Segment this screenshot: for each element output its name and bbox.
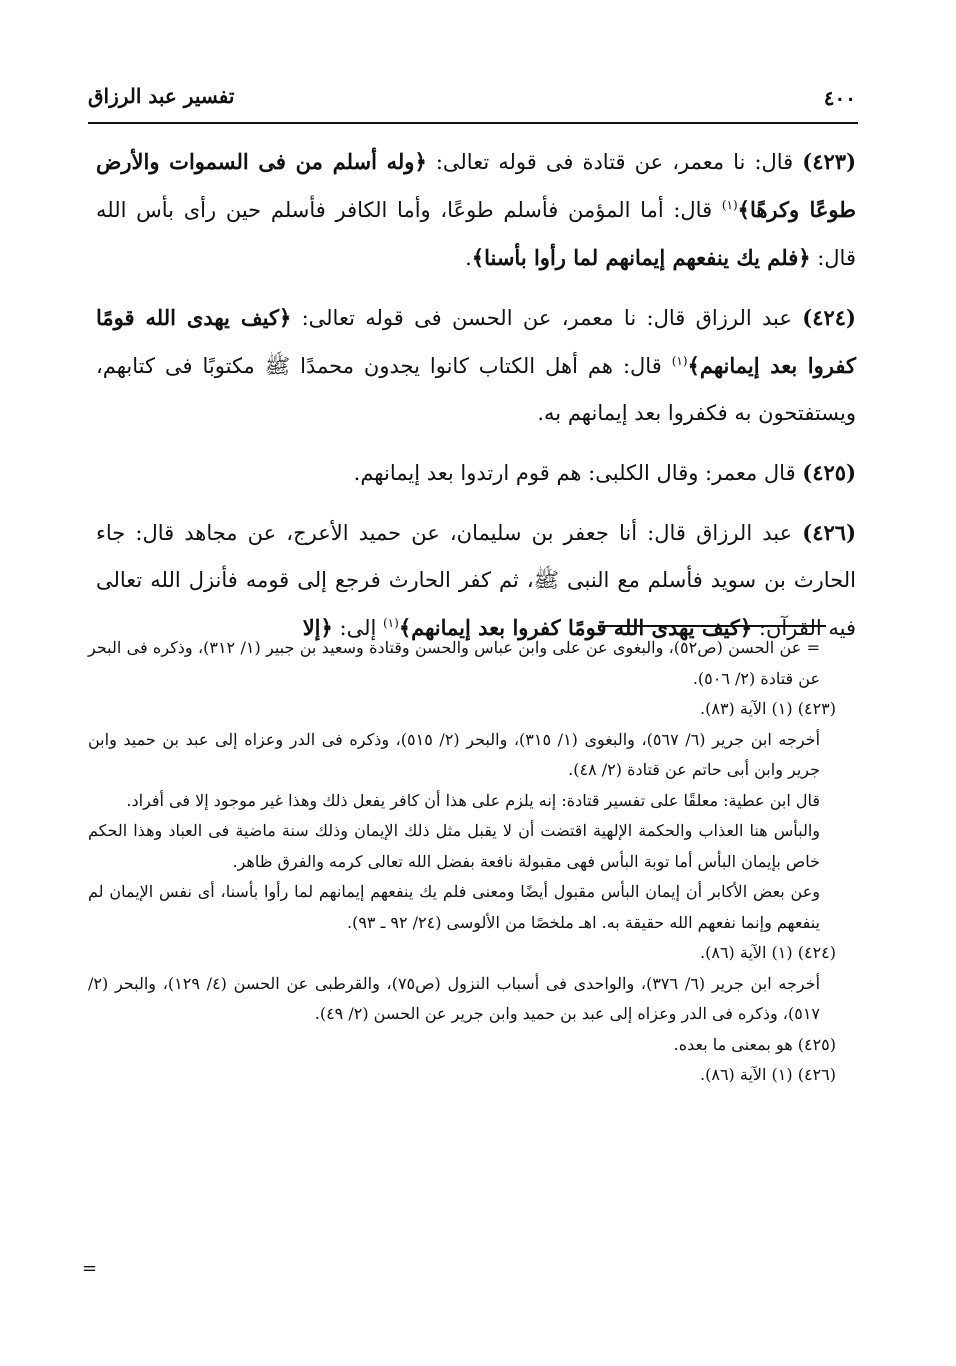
quran-quote: ﴿فلم يك ينفعهم إيمانهم لما رأوا بأسنا﴾: [471, 245, 811, 270]
entry-text: عبد الرزاق قال: أنا جعفر بن سليمان، عن حميد الأعرج، عن مجاهد قال: جاء الحارث بن سويد فأسلم مع النبى ﷺ، ثم كفر الحارث فرجع إلى قومه فأنزل الله تعالى فيه القرآن:: [96, 521, 856, 640]
entry-number: (٤٢٥): [802, 460, 856, 485]
quran-quote: ﴿كيف يهدى الله قومًا كفروا بعد إيمانهم﴾: [398, 615, 753, 640]
footnote-ref: (١): [382, 616, 399, 630]
entry-number: (٤٢٦): [802, 520, 856, 545]
running-title: تفسير عبد الرزاق: [88, 84, 235, 108]
continuation-mark: =: [82, 1258, 98, 1279]
entry-text: إلى:: [332, 616, 383, 640]
footnote-text: أخرجه ابن جرير (٦/ ٣٧٦)، والواحدى فى أسباب النزول (ص٧٥)، والقرطبى عن الحسن (٤/ ١٢٩)، والبحر (٢/ ٥١٧)، وذكره فى الدر وعزاه إلى عبد بن حميد وابن جرير عن الحسن (٢/ ٤٩).: [88, 973, 821, 1023]
quran-quote: ﴿وله أسلم من فى السموات والأرض طوعًا وكرهًا﴾: [96, 149, 856, 222]
entry-423: [96, 138, 856, 282]
footnote-separator: [598, 625, 826, 627]
header-rule: [88, 122, 858, 124]
main-text: [96, 138, 856, 664]
entry-424: [96, 294, 856, 437]
entry-number: (٤٢٣): [802, 149, 856, 174]
entry-text: قال معمر: وقال الكلبى: هم قوم ارتدوا بعد إيمانهم.: [353, 461, 803, 485]
entry-text: عبد الرزاق قال: نا معمر، عن الحسن فى قوله تعالى:: [291, 306, 803, 330]
footnote-heading: (٤٢٦) (١) الآية (٨٦).: [700, 1065, 836, 1084]
footnote-heading: (٤٢٣) (١) الآية (٨٣).: [700, 699, 836, 718]
footnote-heading: (٤٢٥) هو بمعنى ما بعده.: [673, 1034, 836, 1054]
page-number: ٤٠٠: [823, 86, 856, 110]
quran-quote: ﴿كيف يهدى الله قومًا كفروا بعد إيمانهم﴾: [96, 305, 856, 378]
footnote-ref: (١): [671, 354, 688, 368]
footnote-text: أخرجه ابن جرير (٦/ ٥٦٧)، والبغوى (١/ ٣١٥)، والبحر (٢/ ٥١٥)، وذكره فى الدر وعزاه إلى عبد بن حميد وابن جرير وابن أبى حاتم عن قتادة (٢/ ٤٨).: [88, 729, 821, 779]
footnote-text: قال ابن عطية: معلقًا على تفسير قتادة: إنه يلزم على هذا أن كافر يفعل ذلك وهذا غير موجود إلا فى أفراد.: [126, 790, 820, 810]
entry-426: [96, 509, 856, 652]
entry-425: [96, 449, 856, 497]
footnotes: [88, 633, 836, 1091]
footnote-ref: (١): [721, 198, 738, 212]
entry-text: قال: نا معمر، عن قتادة فى قوله تعالى:: [426, 150, 803, 174]
page-header: [88, 78, 856, 118]
footnote-text: والبأس هنا العذاب والحكمة الإلهية اقتضت أن لا يقبل مثل ذلك الإيمان وذلك سنة ماضية فى العباد وهذا الحكم خاص بإيمان البأس أما توبة البأس فهى مقبولة نافعة بفضل الله تعالى كرمه والفرق ظاهر.: [88, 821, 820, 871]
entry-text: قال: أما المؤمن فأسلم طوعًا، وأما الكافر فأسلم حين رأى بأس الله قال:: [96, 198, 856, 270]
footnote-text: وعن بعض الأكابر أن إيمان البأس مقبول أيضًا ومعنى فلم يك ينفعهم إيمانهم لما رأوا بأسنا، أى نفس الإيمان لم ينفعهم وإنما نفعهم الله حقيقة به. اهـ ملخصًا من الألوسى (٢٤/ ٩٢ ـ ٩٣).: [88, 882, 820, 932]
entry-number: (٤٢٤): [802, 305, 856, 330]
entry-text: .: [465, 246, 472, 270]
footnote-heading: (٤٢٤) (١) الآية (٨٦).: [700, 943, 836, 962]
quran-quote: ﴿إلا: [302, 615, 333, 640]
entry-text: قال: هم أهل الكتاب كانوا يجدون محمدًا ﷺ مكتوبًا فى كتابهم، ويستفتحون به فكفروا بعد إيمانهم به.: [96, 354, 856, 425]
footnote-continuation: = عن الحسن (ص٥٢)، والبغوى عن على وابن عباس والحسن وقتادة وسعيد بن جبير (١/ ٣١٢)، وذكره فى البحر عن قتادة (٢/ ٥٠٦).: [88, 638, 821, 688]
